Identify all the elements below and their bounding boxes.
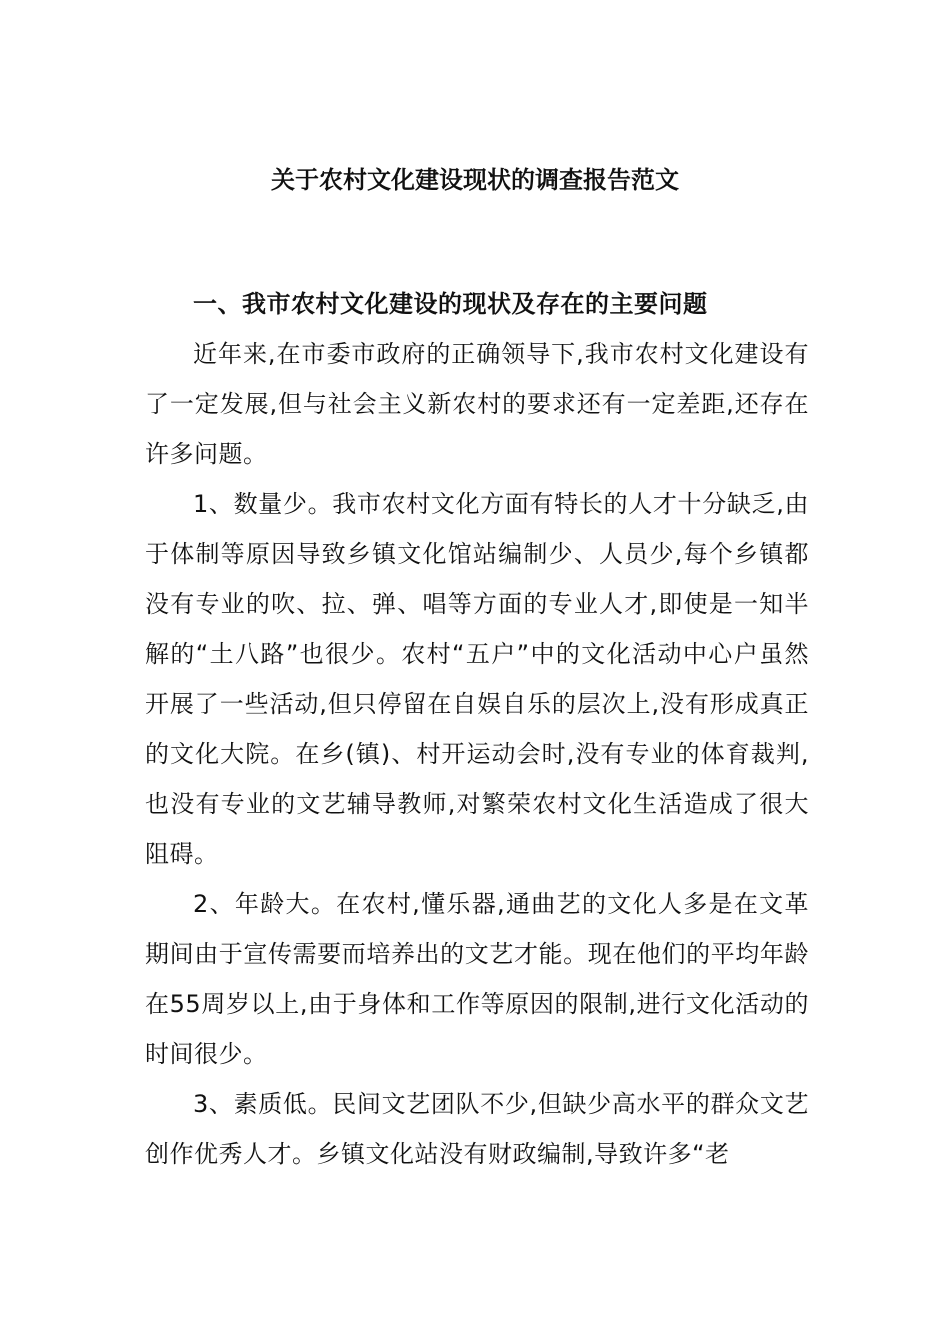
paragraph-point-1: 1、数量少。我市农村文化方面有特长的人才十分缺乏,由于体制等原因导致乡镇文化馆站编制少、人员少,每个乡镇都没有专业的吹、拉、弹、唱等方面的专业人才,即使是一知半解的“土八路”也很少。农村“五户”中的文化活动中心户虽然开展了一些活动,但只停留在自娱自乐的层次上,没有形成真正的文化大院。在乡(镇)、村开运动会时,没有专业的体育裁判,也没有专业的文艺辅导教师,对繁荣农村文化生活造成了很大阻碍。: [145, 490, 809, 868]
document-title: 关于农村文化建设现状的调查报告范文: [271, 166, 679, 194]
paragraph-intro: 近年来,在市委市政府的正确领导下,我市农村文化建设有了一定发展,但与社会主义新农村的要求还有一定差距,还存在许多问题。: [145, 340, 809, 468]
section-heading: 一、我市农村文化建设的现状及存在的主要问题: [193, 290, 708, 318]
paragraph-point-3: 3、素质低。民间文艺团队不少,但缺少高水平的群众文艺创作优秀人才。乡镇文化站没有财政编制,导致许多“老: [145, 1090, 809, 1168]
document-body: [145, 279, 809, 1179]
paragraph-point-2: 2、年龄大。在农村,懂乐器,通曲艺的文化人多是在文革期间由于宣传需要而培养出的文艺才能。现在他们的平均年龄在55周岁以上,由于身体和工作等原因的限制,进行文化活动的时间很少。: [145, 890, 809, 1068]
